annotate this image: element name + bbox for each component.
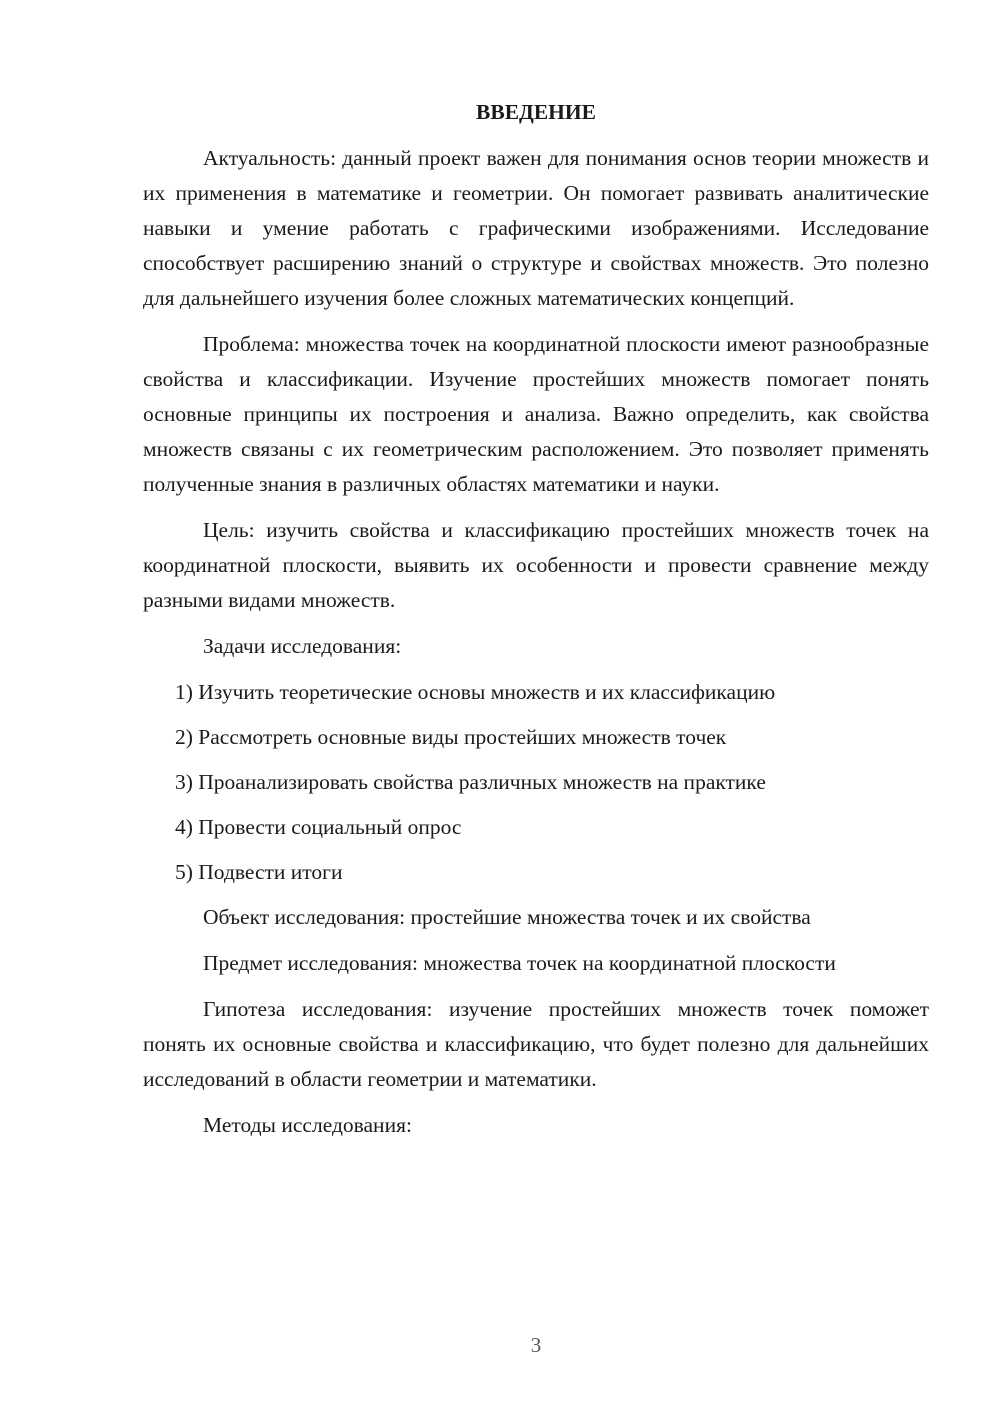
task-item: 4) Провести социальный опрос [175, 815, 462, 839]
methods-heading: Методы исследования: [203, 1113, 412, 1137]
subject-paragraph: Предмет исследования: множества точек на координатной плоскости [203, 951, 836, 975]
task-item: 1) Изучить теоретические основы множеств и их классификацию [175, 680, 776, 704]
task-item: 2) Рассмотреть основные виды простейших множеств точек [175, 725, 727, 749]
goal-paragraph: Цель: изучить свойства и классификацию простейших множеств точек на координатной плоскости, выявить их особенности и провести сравнение между разными видами множеств. [143, 518, 929, 612]
hypothesis-paragraph: Гипотеза исследования: изучение простейших множеств точек поможет понять их основные свойства и классификацию, что будет полезно для дальнейших исследований в области геометрии и математики. [143, 997, 929, 1091]
tasks-heading: Задачи исследования: [203, 634, 402, 658]
task-item: 5) Подвести итоги [175, 860, 343, 884]
object-paragraph: Объект исследования: простейшие множества точек и их свойства [203, 905, 811, 929]
page-title: ВВЕДЕНИЕ [476, 100, 596, 124]
task-item: 3) Проанализировать свойства различных множеств на практике [175, 770, 766, 794]
page-number: 3 [530, 1333, 542, 1357]
tasks-list [143, 675, 929, 890]
page-content [143, 95, 929, 1154]
relevance-paragraph: Актуальность: данный проект важен для понимания основ теории множеств и их применения в математике и геометрии. Он помогает развивать аналитические навыки и умение работать с графическими изображениями. Исследование способствует расширению знаний о структуре и свойствах множеств. Это полезно для дальнейшего изучения более сложных математических концепций. [143, 146, 929, 310]
problem-paragraph: Проблема: множества точек на координатной плоскости имеют разнообразные свойства и классификации. Изучение простейших множеств помогает понять основные принципы их построения и анализа. Важно определить, как свойства множеств связаны с их геометрическим расположением. Это позволяет применять полученные знания в различных областях математики и науки. [143, 332, 929, 496]
